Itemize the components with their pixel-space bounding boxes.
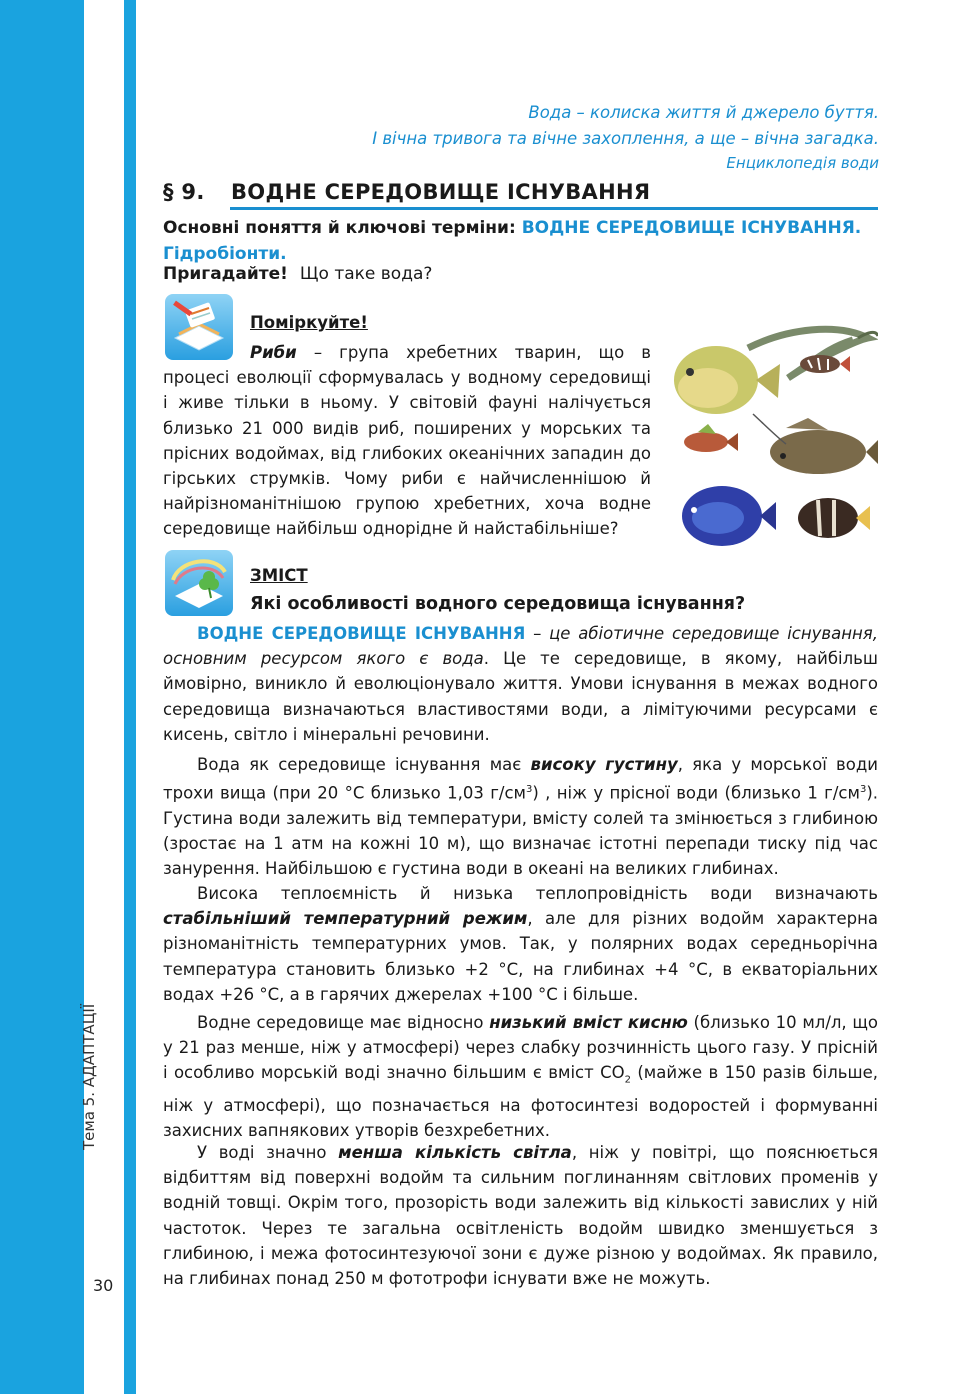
think-label: Поміркуйте! — [250, 313, 368, 332]
page-number: 30 — [93, 1276, 114, 1295]
content-label: ЗМІСТ — [250, 566, 308, 585]
p3-emphasis: стабільніший температурний режим — [163, 909, 528, 929]
p1-rest: . Це те середовище, в якому, найбільш ймовірно, виникло й еволюціонувало життя. Умови існування в межах водного середовища визначаються властивостями води, а лімітуючими ресурсами є кисень, світло і мінеральні речовини. — [163, 649, 878, 744]
epigraph-line-1: Вода – колиска життя й джерело буття. — [528, 103, 879, 122]
p1-term: ВОДНЕ СЕРЕДОВИЩЕ ІСНУВАННЯ — [197, 624, 526, 643]
sidebar-gap — [84, 0, 124, 1394]
heading-underline — [230, 207, 878, 210]
p4-a: Водне середовище має відносно — [197, 1013, 490, 1032]
p4-sub: 2 — [624, 1074, 631, 1086]
section-heading — [163, 180, 650, 204]
p5-emphasis: менша кількість світла — [338, 1143, 572, 1162]
p3-b: , але для різних водойм характерна різноманітність температурних умов. Так, у полярних водах середньорічна температура становить близько +2 °С, на глибинах +4 °С, в екваторіальних водах +26 °С, а в гарячих джерелах +100 °С і більше. — [163, 909, 879, 1004]
paragraph-3 — [163, 881, 878, 1007]
section-number: § 9. — [163, 180, 205, 204]
think-paragraph — [163, 340, 651, 542]
topic-label: Тема 5. АДАПТАЦІЇ — [80, 1003, 98, 1150]
concepts-label: Основні поняття й ключові терміни: — [163, 218, 516, 238]
p4-b: (близько 10 мл/л, що у 21 раз менше, ніж у атмосфері) через слабку розчинність цього газу. У прісній і особливо морській воді значно більшим є вміст CO — [163, 1013, 879, 1083]
epigraph — [372, 100, 879, 174]
remember-label: Пригадайте! — [163, 264, 288, 284]
concepts-terms: ВОДНЕ СЕРЕДОВИЩЕ ІСНУВАННЯ. Гідробіонти. — [163, 218, 862, 264]
paragraph-1 — [163, 621, 878, 747]
p2-a: Вода як середовище існування має — [197, 755, 531, 774]
p2-sup-1: 3 — [525, 784, 533, 796]
think-text: – група хребетних тварин, що в процесі еволюції сформувалась у водному середовищі і живе тільки в ньому. У світовій фауні налічується близько 21 000 видів риб, поширених у морських та прісних водоймах, від глибоких океанічних западин до гірських струмків. Чому риби є найчисленнішою й найрізноманітнішою групою хребетних, хоча водне середовище найбільш однорідне й найстабільніше? — [163, 343, 651, 539]
paragraph-2 — [163, 752, 878, 882]
fish-illustration — [668, 318, 878, 558]
sidebar-stripe — [124, 0, 136, 1394]
paragraph-5 — [163, 1140, 878, 1291]
p4-c: (майже в 150 разів більше, ніж у атмосфері), що позначається на фотосинтезі водоростей і формуванні захисних вапнякових утворів безхребетних. — [163, 1063, 878, 1141]
p2-sup-2: 3 — [859, 784, 867, 796]
remember-line — [163, 264, 432, 284]
p5-b: , ніж у повітрі, що пояснюється відбиттям від поверхні водойм та сильним поглинанням світлових променів у водній товщі. Окрім того, прозорість води залежить від кількості завислих у ній частоток. Через те загальна освітленість водойм швидко зменшується з глибиною, і межа фотосинтезуючої зони є дуже різною у водоймах. Як правило, на глибинах понад 250 м фототрофи існувати вже не можуть. — [163, 1143, 879, 1289]
p2-emphasis: високу густину — [530, 755, 678, 774]
sidebar-band — [0, 0, 84, 1394]
p1-definition: це абіотичне середовище існування, основним ресурсом якого є вода — [163, 624, 878, 669]
key-concepts — [163, 215, 883, 267]
paragraph-4 — [163, 1010, 878, 1143]
p1-dash: – — [525, 624, 550, 643]
epigraph-line-2: І вічна тривога та вічне захоплення, а ще – вічна загадка. — [372, 129, 879, 148]
p2-d: ). Густина води залежить від температури, вмісту солей та змінюється з глибиною (зростає на 1 атм на кожні 10 м), що визначає істотні перепади тиску під час занурення. Найбільшою є густина води в океані на великих глибинах. — [163, 783, 878, 879]
think-term: Риби — [250, 343, 297, 362]
p5-a: У воді значно — [197, 1143, 339, 1162]
book-clover-icon — [165, 550, 233, 616]
p3-a: Висока теплоємність й низька теплопровідність води визначають — [197, 884, 878, 903]
section-title: ВОДНЕ СЕРЕДОВИЩЕ ІСНУВАННЯ — [231, 180, 651, 204]
epigraph-source: Енциклопедія води — [726, 154, 879, 172]
remember-question: Що таке вода? — [299, 264, 433, 284]
content-question: Які особливості водного середовища існування? — [250, 594, 746, 614]
p4-emphasis: низький вміст кисню — [489, 1013, 688, 1032]
p2-b: , яка у морської води трохи вища (при 20 °С близько 1,03 г/см — [163, 755, 878, 803]
p2-c: ) , ніж у прісної води (близько 1 г/см — [532, 783, 860, 803]
